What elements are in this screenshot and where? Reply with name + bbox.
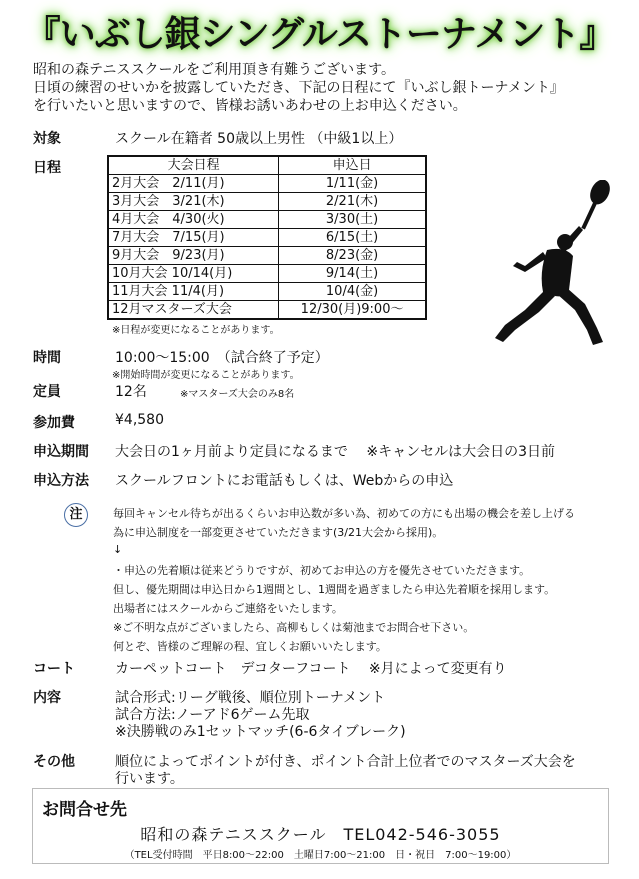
content-line: 試合方法:ノーアド6ゲーム先取 xyxy=(115,707,310,723)
notice-line: ※ご不明な点がございましたら、高柳もしくは菊池までお問合せ下さい。 xyxy=(113,621,475,634)
column-header: 申込日 xyxy=(279,156,426,175)
period-label: 申込期間 xyxy=(33,444,89,460)
capacity-value: 12名 xyxy=(115,384,147,400)
time-label: 時間 xyxy=(33,350,61,366)
other-line: 行います。 xyxy=(115,771,184,787)
contact-hours: （TEL受付時間 平日8:00～22:00 土曜日7:00～21:00 日・祝日 7:00～19:00） xyxy=(124,850,517,861)
event-date: 7月大会 7/15(月) xyxy=(108,229,279,247)
event-date: 2月大会 2/11(月) xyxy=(108,175,279,193)
entry-date: 9/14(土) xyxy=(279,265,426,283)
schedule-table xyxy=(107,155,427,320)
method-value: スクールフロントにお電話もしくは、Webからの申込 xyxy=(115,473,454,489)
content-label: 内容 xyxy=(33,690,61,706)
schedule-label: 日程 xyxy=(33,160,61,176)
notice-line: 毎回キャンセル待ちが出るくらいお申込数が多い為、初めての方にも出場の機会を差し上げる xyxy=(113,507,575,520)
tennis-player-silhouette-icon xyxy=(495,180,615,350)
schedule-note: ※日程が変更になることがあります。 xyxy=(112,325,280,336)
time-note: ※開始時間が変更になることがあります。 xyxy=(112,370,300,381)
intro-line: を行いたいと思いますので、皆様お誘いあわせの上お申込ください。 xyxy=(33,98,467,114)
table-row xyxy=(108,265,426,283)
intro-line: 昭和の森テニススクールをご利用頂き有難うございます。 xyxy=(33,62,396,78)
entry-date: 10/4(金) xyxy=(279,283,426,301)
table-header-row xyxy=(108,156,426,175)
entry-date: 6/15(土) xyxy=(279,229,426,247)
intro-line: 日頃の練習のせいかを披露していただき、下記の日程にて『いぶし銀トーナメント』 xyxy=(33,80,564,96)
capacity-label: 定員 xyxy=(33,384,61,400)
content-line: 試合形式:リーグ戦後、順位別トーナメント xyxy=(115,690,386,706)
table-row xyxy=(108,301,426,320)
period-value: 大会日の1ヶ月前より定員になるまで ※キャンセルは大会日の3日前 xyxy=(115,444,555,460)
other-label: その他 xyxy=(33,754,75,770)
table-row xyxy=(108,193,426,211)
fee-value: ¥4,580 xyxy=(115,412,164,428)
notice-line: 但し、優先期間は申込日から1週間とし、1週間を過ぎましたら申込先着順を採用します。 xyxy=(113,583,556,596)
table-row xyxy=(108,175,426,193)
table-row xyxy=(108,283,426,301)
entry-date: 1/11(金) xyxy=(279,175,426,193)
notice-line: 何とぞ、皆様のご理解の程、宜しくお願いいたします。 xyxy=(113,640,387,653)
event-date: 12月マスターズ大会 xyxy=(108,301,279,320)
entry-date: 12/30(月)9:00～ xyxy=(279,301,426,320)
entry-date: 3/30(土) xyxy=(279,211,426,229)
notice-line: ・申込の先着順は従来どうりですが、初めてお申込の方を優先させていただきます。 xyxy=(113,564,531,577)
event-date: 4月大会 4/30(火) xyxy=(108,211,279,229)
target-label: 対象 xyxy=(33,131,61,147)
flyer-title: 『いぶし銀シングルストーナメント』 xyxy=(24,14,615,55)
entry-date: 2/21(木) xyxy=(279,193,426,211)
notice-line: 出場者にはスクールからご連絡をいたします。 xyxy=(113,602,343,615)
target-value: スクール在籍者 50歳以上男性 （中級1以上） xyxy=(115,131,403,147)
event-date: 3月大会 3/21(木) xyxy=(108,193,279,211)
content-line: ※決勝戦のみ1セットマッチ(6-6タイブレーク) xyxy=(115,724,406,740)
table-row xyxy=(108,229,426,247)
event-date: 11月大会 11/4(月) xyxy=(108,283,279,301)
court-value: カーペットコート デコターフコート ※月によって変更有り xyxy=(115,661,507,677)
contact-school-phone: 昭和の森テニススクール TEL042-546-3055 xyxy=(140,825,501,844)
notice-line: ↓ xyxy=(113,543,123,556)
contact-heading: お問合せ先 xyxy=(42,800,127,820)
table-row xyxy=(108,211,426,229)
capacity-note: ※マスターズ大会のみ8名 xyxy=(180,389,295,400)
event-date: 10月大会 10/14(月) xyxy=(108,265,279,283)
court-label: コート xyxy=(33,661,75,677)
fee-label: 参加費 xyxy=(33,415,75,431)
column-header: 大会日程 xyxy=(108,156,279,175)
notice-line: 為に申込制度を一部変更させていただきます(3/21大会から採用)。 xyxy=(113,526,444,539)
method-label: 申込方法 xyxy=(33,473,89,489)
event-date: 9月大会 9/23(月) xyxy=(108,247,279,265)
entry-date: 8/23(金) xyxy=(279,247,426,265)
notice-mark-icon: 注 xyxy=(64,503,88,527)
table-row xyxy=(108,247,426,265)
other-line: 順位によってポイントが付き、ポイント合計上位者でのマスターズ大会を xyxy=(115,754,576,770)
time-value: 10:00～15:00 （試合終了予定） xyxy=(115,350,329,366)
